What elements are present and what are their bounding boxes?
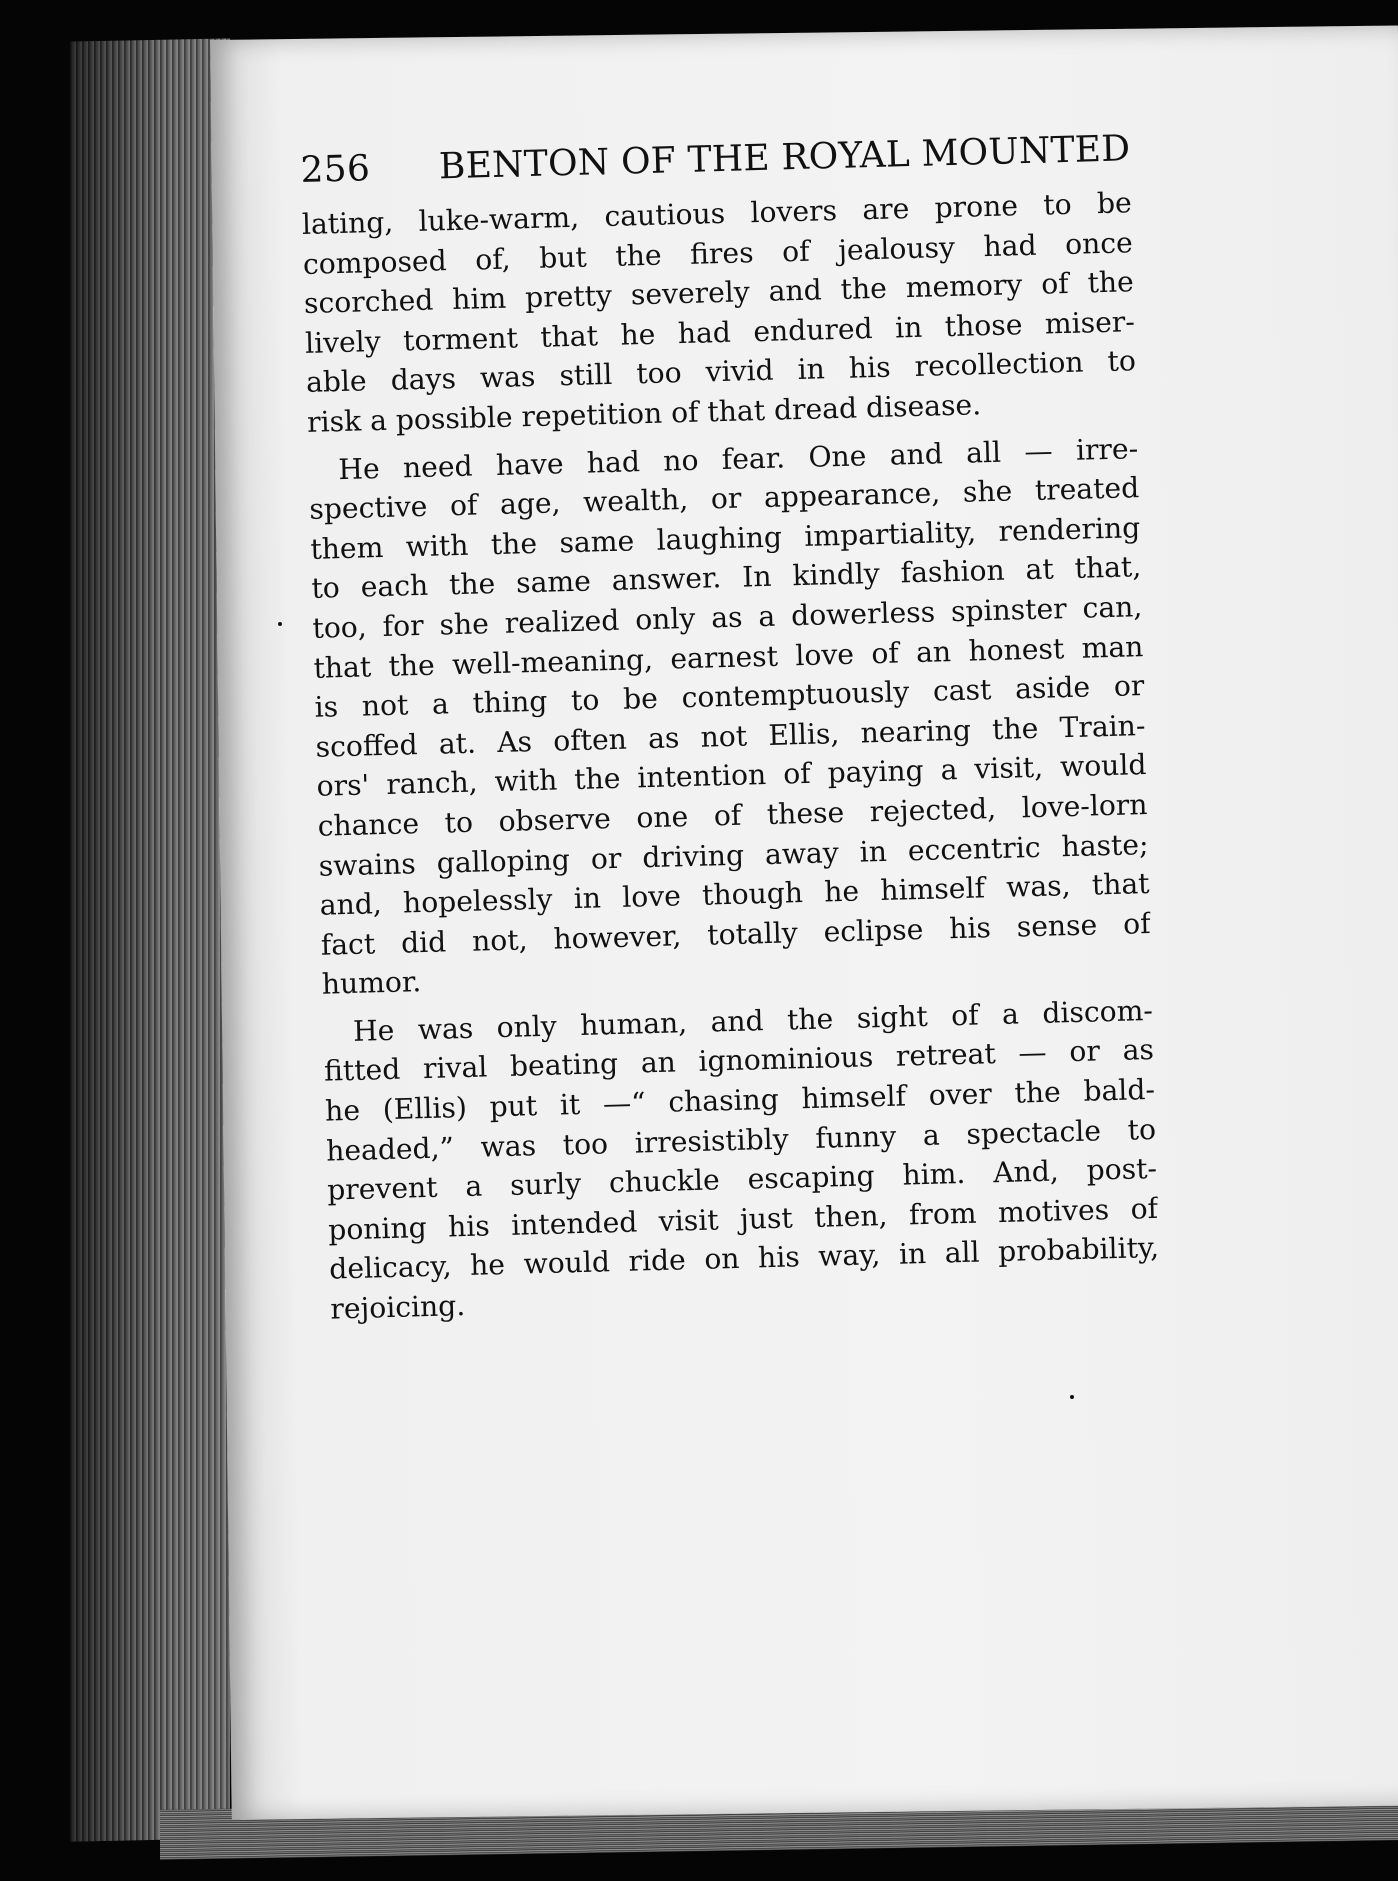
text-line: poning his intended visit just then, from motives of (327, 1191, 1159, 1247)
text-line: composed of, but the fires of jealousy had once (302, 225, 1134, 281)
text-line: fitted rival beating an ignominious retreat — or as (323, 1033, 1155, 1089)
text-line: humor. (321, 965, 422, 1001)
running-title: BENTON OF THE ROYAL MOUNTED (438, 128, 1131, 188)
text-line: lating, luke-warm, cautious lovers are prone to be (301, 186, 1133, 241)
page-number: 256 (300, 148, 371, 191)
text-line: rejoicing. (329, 1289, 466, 1326)
paragraph (308, 429, 1152, 1005)
text-line: fact did not, however, totally eclipse his sense of (320, 906, 1151, 962)
text-line: scorched him pretty severely and the memory of the (303, 265, 1135, 321)
paragraph (301, 183, 1137, 442)
body-text (301, 183, 1160, 1329)
text-line: prevent a surly chuckle escaping him. And, post- (326, 1152, 1158, 1207)
page-edges (70, 38, 230, 1841)
ink-speck (278, 622, 282, 626)
page-text (300, 128, 1161, 1329)
text-line: that the well-meaning, earnest love of an honest man (313, 629, 1144, 685)
text-line: he (Ellis) put it —“ chasing himself over the bald- (324, 1073, 1156, 1128)
text-line: spective of age, wealth, or appearance, she treated (308, 471, 1140, 527)
text-line: able days was still too vivid in his recollection to (305, 344, 1137, 400)
text-line: to each the same answer. In kindly fashion at that, (311, 550, 1142, 606)
text-line: chance to observe one of these rejected, love-lorn (317, 787, 1148, 843)
text-line: headed,” was too irresistibly funny a spectacle to (325, 1112, 1157, 1168)
text-line: and, hopelessly in love though he himself was, that (319, 867, 1150, 922)
text-line: them with the same laughing impartiality, rendering (310, 510, 1141, 566)
text-line: scoffed at. As often as not Ellis, nearing the Train- (315, 708, 1146, 764)
text-line: swains galloping or driving away in eccentric haste; (318, 827, 1149, 883)
text-line: too, for she realized only as a dowerless spinster can, (312, 590, 1143, 645)
ink-speck (1070, 1395, 1074, 1399)
text-line: risk a possible repetition of that dread disease. (306, 388, 982, 439)
text-line: delicacy, he would ride on his way, in all probability, (328, 1231, 1160, 1287)
text-line: He was only human, and the sight of a discom- (352, 993, 1154, 1048)
paragraph (323, 991, 1161, 1329)
text-line: ors' ranch, with the intention of paying a visit, would (316, 748, 1147, 804)
text-line: lively torment that he had endured in those miser- (304, 304, 1136, 360)
text-line: He need have had no fear. One and all — irre- (337, 431, 1139, 486)
text-line: is not a thing to be contemptuously cast aside or (314, 669, 1145, 724)
